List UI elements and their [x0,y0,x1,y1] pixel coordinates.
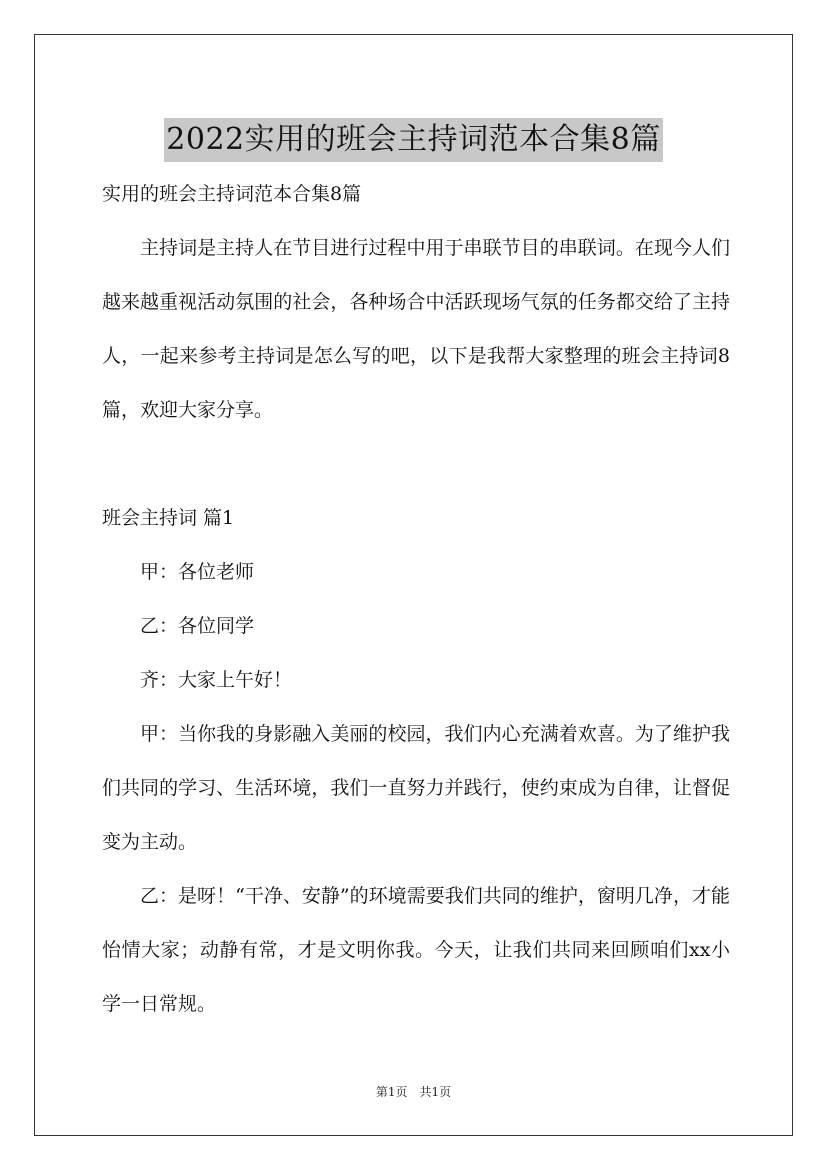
dialogue-line: 乙：是呀！“干净、安静”的环境需要我们共同的维护，窗明几净，才能怡情大家；动静有常，才是文明你我。今天，让我们共同来回顾咱们xx小学一日常规。 [102,885,730,1015]
dialogue-line: 齐：大家上午好！ [140,669,293,691]
page-number: 第1页 共1页 [375,1085,452,1099]
document-title: 2022实用的班会主持词范本合集8篇 [164,118,662,162]
document-subtitle: 实用的班会主持词范本合集8篇 [102,183,362,205]
dialogue-line: 甲：各位老师 [140,561,255,583]
dialogue-line: 甲：当你我的身影融入美丽的校园，我们内心充满着欢喜。为了维护我们共同的学习、生活环境，我们一直努力并践行，使约束成为自律，让督促变为主动。 [102,723,730,853]
dialogue-line: 乙：各位同学 [140,615,255,637]
section-heading: 班会主持词 篇1 [102,507,235,529]
intro-paragraph: 主持词是主持人在节目进行过程中用于串联节目的串联词。在现今人们越来越重视活动氛围的社会，各种场合中活跃现场气氛的任务都交给了主持人，一起来参考主持词是怎么写的吧，以下是我帮大家整理的班会主持词8篇，欢迎大家分享。 [102,237,730,421]
